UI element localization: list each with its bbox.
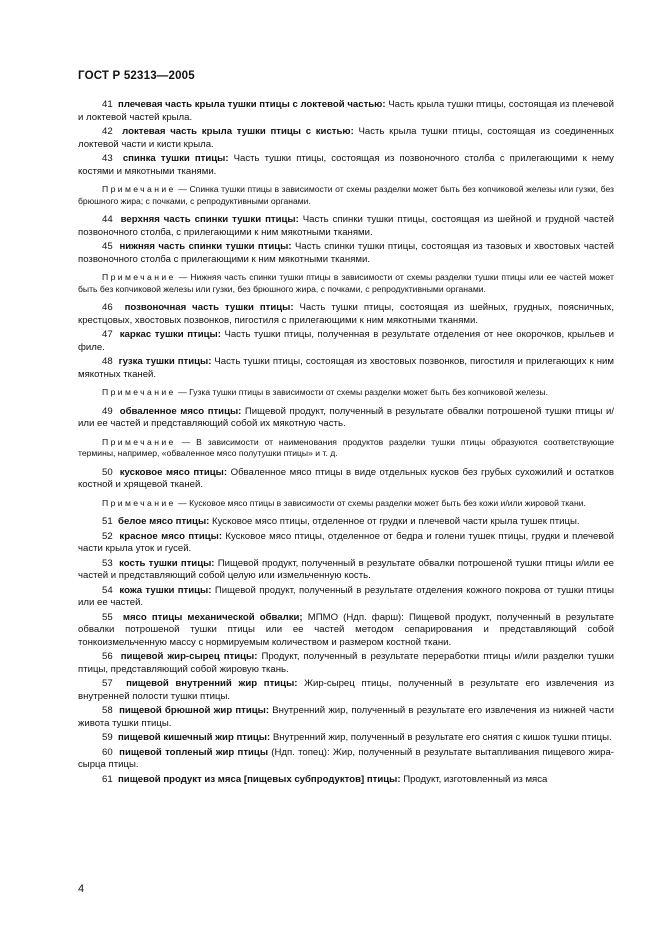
term-definition: Продукт, полученный в результате переработки птицы и/или разделки тушки птицы, представляющий собой жировую ткань. bbox=[78, 651, 614, 675]
note-label: Примечание bbox=[102, 436, 176, 447]
document-body bbox=[78, 99, 614, 788]
term-entry-50 bbox=[78, 467, 614, 492]
term-entry-58 bbox=[78, 705, 614, 730]
entry-number: 44 bbox=[102, 214, 113, 225]
entry-number: 53 bbox=[102, 557, 113, 569]
term-entry-61 bbox=[78, 774, 614, 787]
term-title: обваленное мясо птицы: bbox=[119, 405, 242, 417]
entry-number: 55 bbox=[102, 611, 113, 623]
term-definition: Часть спинки тушки птицы, состоящая из шейной и грудной частей позвоночного столба, с прилегающими к ним мякотными тканями. bbox=[78, 214, 614, 238]
term-definition: Жир-сырец птицы, полученный в результате его извлечения из внутренней полости тушки птицы. bbox=[78, 678, 614, 702]
term-definition: Часть тушки птицы, полученная в результате отделения от нее окорочков, крыльев и филе. bbox=[78, 329, 614, 353]
term-entry-60 bbox=[78, 747, 614, 772]
note-block bbox=[78, 272, 614, 295]
term-definition: Кусковое мясо птицы, отделенное от грудки и плечевой части крыла тушек птицы. bbox=[209, 516, 580, 527]
term-entry-41 bbox=[78, 99, 614, 124]
term-entry-48 bbox=[78, 356, 614, 381]
term-definition: Часть тушки птицы, состоящая из позвоночного столба с прилегающими к нему костями и мякотными тканями. bbox=[78, 153, 614, 177]
entry-number: 43 bbox=[102, 153, 113, 164]
note-block bbox=[78, 184, 614, 207]
term-definition: Обваленное мясо птицы в виде отдельных кусков без грубых сухожилий и остатков костной и хрящевой тканей. bbox=[78, 466, 614, 490]
term-title: кусковое мясо птицы: bbox=[119, 466, 228, 478]
term-definition: Часть тушки птицы, состоящая из хвостовых позвонков, пигостиля и прилегающих к ним мякотных тканей. bbox=[78, 356, 614, 380]
entry-number: 59 bbox=[102, 732, 113, 743]
term-definition: Внутренний жир, полученный в результате его извлечения из нижней части живота тушки птицы. bbox=[78, 705, 614, 729]
term-definition: Продукт, изготовленный из мяса bbox=[400, 773, 548, 785]
term-title: пищевой внутренний жир птицы: bbox=[126, 678, 298, 689]
note-block bbox=[78, 387, 614, 399]
page-number: 4 bbox=[78, 883, 85, 895]
term-definition: Пищевой продукт, полученный в результате обвалки потрошеной тушки птицы и/или ее частей и представляющий собой целую или измельченную кость. bbox=[78, 557, 614, 581]
entry-number: 50 bbox=[102, 466, 113, 478]
term-title: позвоночная часть тушки птицы: bbox=[124, 302, 294, 313]
entry-number: 45 bbox=[102, 241, 113, 252]
term-definition: МПМО (Ндп. фарш): Пищевой продукт, полученный в результате обвалки потрошеной тушки птицы или ее частей методом сепарирования и представляющий собой тонкоизмельченную массу с нормируемым количеством и размером костной ткани. bbox=[78, 611, 614, 648]
term-title: пищевой брюшной жир птицы: bbox=[119, 705, 270, 716]
term-title: пищевой топленый жир птицы bbox=[119, 746, 269, 758]
term-title: белое мясо птицы: bbox=[118, 516, 210, 527]
term-definition: Пищевой продукт, полученный в результате отделения кожного покрова от тушки птицы или ее частей. bbox=[78, 584, 615, 608]
term-title: каркас тушки птицы: bbox=[119, 329, 221, 340]
note-label: Примечание bbox=[102, 497, 176, 508]
entry-number: 52 bbox=[102, 530, 113, 542]
term-title: нижняя часть спинки тушки птицы: bbox=[119, 241, 292, 252]
term-entry-44 bbox=[78, 214, 614, 239]
note-block bbox=[78, 437, 614, 460]
term-entry-47 bbox=[78, 329, 614, 354]
note-text: — Кусковое мясо птицы в зависимости от схемы разделки может быть без кожи и/или жировой ткани. bbox=[175, 497, 586, 508]
entry-number: 51 bbox=[102, 516, 113, 527]
note-block bbox=[78, 498, 614, 510]
term-title: красное мясо птицы: bbox=[119, 530, 223, 542]
term-definition: Часть крыла тушки птицы, состоящая из соединенных локтевой части и кисти крыла. bbox=[78, 126, 614, 150]
entry-number: 56 bbox=[102, 651, 113, 662]
term-title: плечевая часть крыла тушки птицы с локтевой частью: bbox=[118, 99, 386, 110]
term-title: локтевая часть крыла тушки птицы с кистью: bbox=[122, 126, 354, 137]
term-entry-53 bbox=[78, 558, 614, 583]
term-entry-54 bbox=[78, 585, 614, 610]
entry-number: 41 bbox=[102, 99, 113, 110]
term-title: мясо птицы механической обвалки; bbox=[122, 611, 303, 623]
term-entry-56 bbox=[78, 651, 614, 676]
term-entry-43 bbox=[78, 153, 614, 178]
term-title: пищевой кишечный жир птицы: bbox=[118, 732, 271, 743]
term-title: верхняя часть спинки тушки птицы: bbox=[120, 214, 299, 225]
term-definition: Внутренний жир, полученный в результате его снятия с кишок тушки птицы. bbox=[270, 732, 612, 743]
term-definition: (Ндп. топец): Жир, полученный в результате вытапливания пищевого жира-сырца птицы. bbox=[78, 746, 614, 770]
term-title: гузка тушки птицы: bbox=[118, 356, 212, 367]
term-definition: Часть спинки тушки птицы, состоящая из тазовых и хвостовых частей позвоночного столба с прилегающими к ним мякотными тканями. bbox=[78, 241, 614, 265]
note-text: — Гузка тушки птицы в зависимости от схемы разделки может быть без копчиковой железы. bbox=[175, 387, 548, 397]
term-title: пищевой жир-сырец птицы: bbox=[120, 651, 258, 662]
entry-number: 58 bbox=[102, 705, 113, 716]
term-entry-52 bbox=[78, 531, 614, 556]
term-entry-45 bbox=[78, 241, 614, 266]
note-text: — Спинка тушки птицы в зависимости от схемы разделки может быть без копчиковой железы или гузки, без брюшного жира; с почками, с репродуктивными органами. bbox=[78, 184, 614, 206]
term-title: кость тушки птицы: bbox=[119, 557, 215, 569]
term-title: пищевой продукт из мяса [пищевых субпродуктов] птицы: bbox=[118, 773, 401, 785]
term-entry-49 bbox=[78, 406, 614, 431]
document-header: ГОСТ Р 52313—2005 bbox=[78, 70, 195, 82]
entry-number: 54 bbox=[102, 584, 113, 596]
term-entry-59 bbox=[78, 732, 614, 745]
note-label: Примечание bbox=[102, 272, 176, 282]
entry-number: 61 bbox=[102, 773, 113, 785]
note-text: — В зависимости от наименования продуктов разделки тушки птицы образуются соответствующие термины, например, «обваленное мясо полутушки птицы» и т. д. bbox=[78, 436, 614, 458]
note-label: Примечание bbox=[102, 184, 176, 194]
entry-number: 60 bbox=[102, 746, 113, 758]
term-title: кожа тушки птицы: bbox=[119, 584, 212, 596]
entry-number: 48 bbox=[102, 356, 113, 367]
term-definition: Часть крыла тушки птицы, состоящая из плечевой и локтевой частей крыла. bbox=[78, 99, 614, 123]
term-entry-57 bbox=[78, 678, 614, 703]
entry-number: 57 bbox=[102, 678, 113, 689]
term-definition: Часть тушки птицы, состоящая из шейных, грудных, поясничных, крестцовых, хвостовых позвонков, пигостиля с прилегающими к ним мякотными тканями. bbox=[78, 302, 614, 326]
entry-number: 49 bbox=[102, 405, 113, 417]
term-title: спинка тушки птицы: bbox=[122, 153, 229, 164]
term-definition: Пищевой продукт, полученный в результате обвалки потрошеной тушки птицы и/или ее частей и представляющий собой их мякотную часть. bbox=[78, 405, 614, 429]
entry-number: 46 bbox=[102, 302, 113, 313]
note-text: — Нижняя часть спинки тушки птицы в зависимости от схемы разделки тушки птицы или ее частей может быть без копчиковой железы или гузки, без брюшного жира, с почками, с репродуктивными органами. bbox=[78, 272, 614, 294]
term-entry-46 bbox=[78, 302, 614, 327]
entry-number: 47 bbox=[102, 329, 113, 340]
term-entry-51 bbox=[78, 516, 614, 529]
term-entry-42 bbox=[78, 126, 614, 151]
term-definition: Кусковое мясо птицы, отделенное от бедра и голени тушек птицы, грудки и плечевой части крыла уток и гусей. bbox=[78, 530, 614, 554]
note-label: Примечание bbox=[102, 387, 176, 397]
term-entry-55 bbox=[78, 612, 614, 650]
entry-number: 42 bbox=[102, 126, 113, 137]
